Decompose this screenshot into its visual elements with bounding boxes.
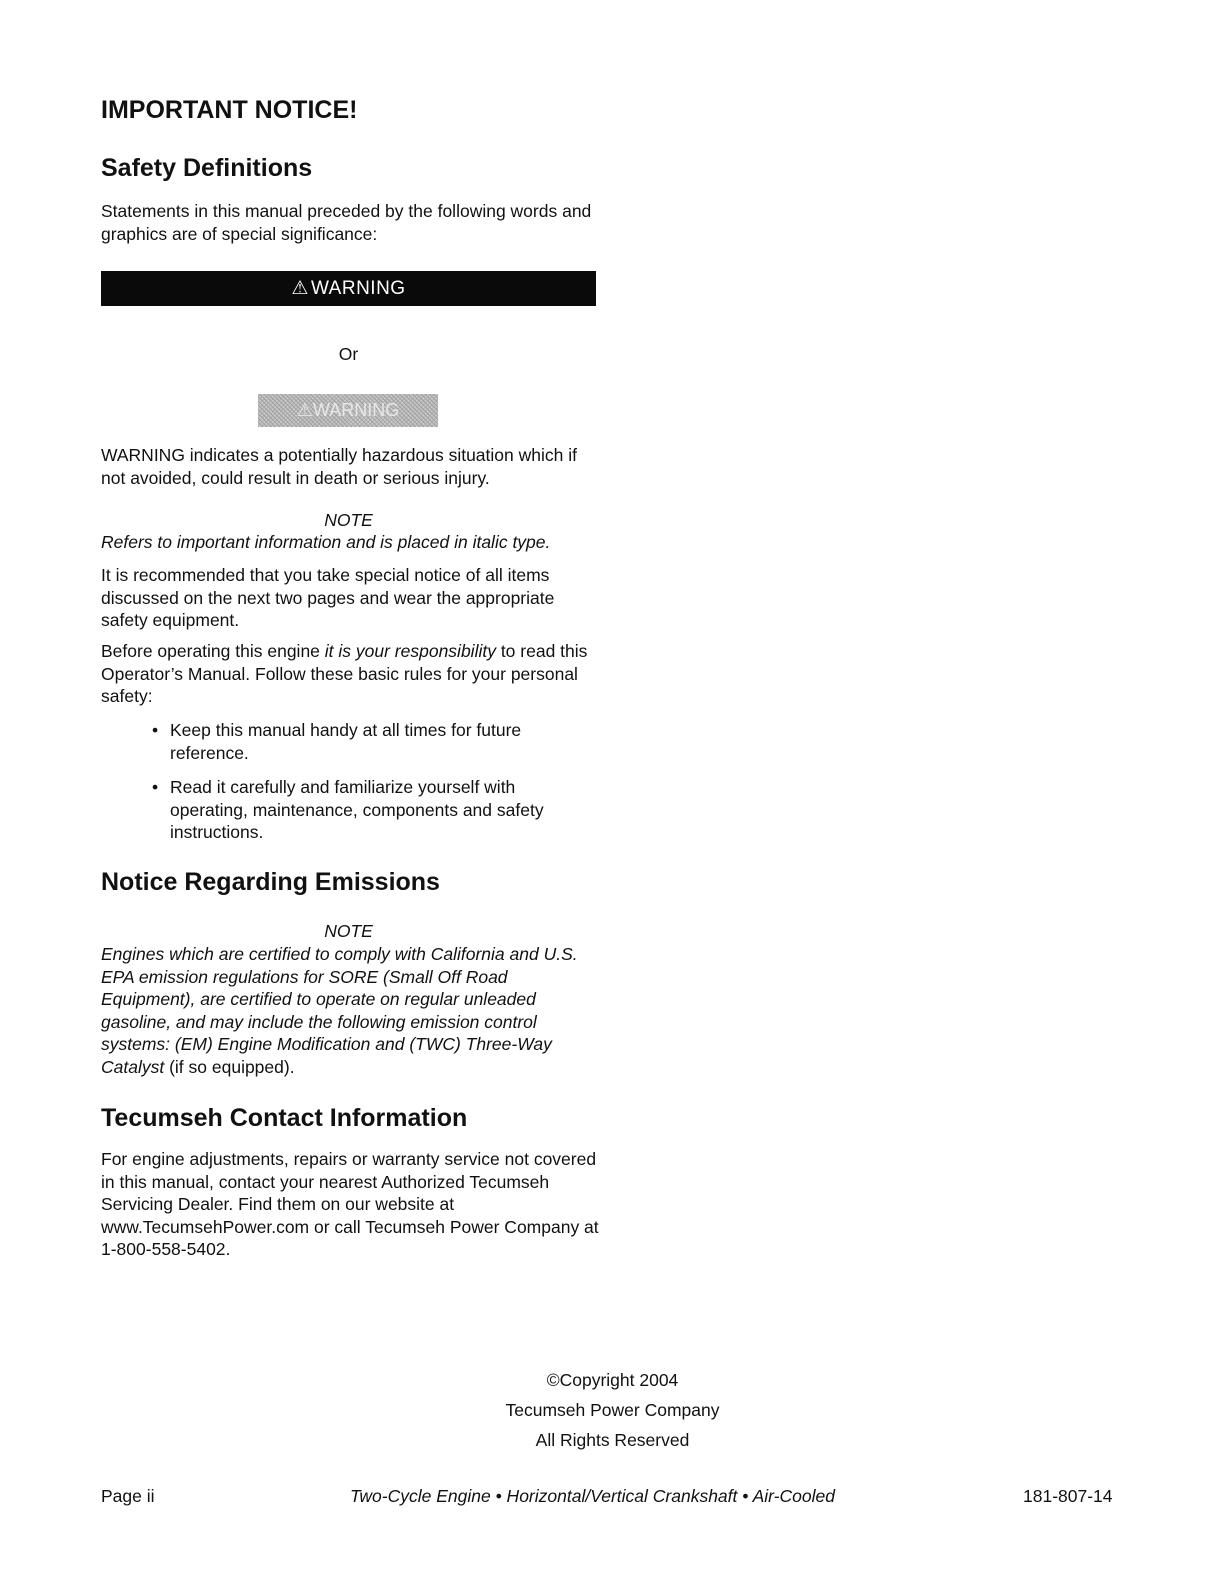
warning-banner-gray-label: WARNING: [312, 400, 400, 420]
responsibility-text-start: Before operating this engine: [101, 641, 325, 661]
list-item-text: Keep this manual handy at all times for future reference.: [170, 720, 522, 763]
recommend-text: It is recommended that you take special notice of all items discussed on the next two pages and wear the appropriate safety equipment.: [101, 565, 555, 630]
page-title: IMPORTANT NOTICE!: [101, 96, 358, 124]
emissions-note-tail: (if so equipped).: [164, 1056, 295, 1077]
responsibility-emphasis: it is your responsibility: [324, 641, 496, 661]
emissions-note-italic: Engines which are certified to comply with California and U.S. EPA emission regulations for SORE (Small Off Road Equipment), are certified to operate on regular unleaded gasoline, and may include the following emission control systems: (EM) Engine Modification and (TWC) Three-Way Catalyst: [101, 944, 578, 1077]
footer-title: Two-Cycle Engine • Horizontal/Vertical Crankshaft • Air-Cooled: [350, 1486, 835, 1506]
warning-description: WARNING indicates a potentially hazardous situation which if not avoided, could result in death or serious injury.: [101, 445, 577, 488]
rights-reserved: All Rights Reserved: [535, 1430, 690, 1450]
responsibility-text-end: to read this Operator’s Manual. Follow these basic rules for your personal safety:: [101, 641, 588, 706]
emissions-note-label: NOTE: [324, 921, 373, 941]
safety-rules-list: [150, 719, 580, 856]
footer-page-number: Page ii: [101, 1486, 155, 1506]
warning-banner-label: WARNING: [310, 277, 406, 299]
list-item-text: Read it carefully and familiarize yourself with operating, maintenance, components and safety instructions.: [170, 777, 544, 842]
safety-intro-text: Statements in this manual preceded by the following words and graphics are of special significance:: [101, 201, 592, 244]
emissions-note-text: [101, 943, 601, 1078]
warning-banner-gray: [258, 394, 438, 427]
copyright-line: ©Copyright 2004: [546, 1370, 679, 1390]
responsibility-text: [101, 640, 601, 708]
emissions-heading: Notice Regarding Emissions: [101, 868, 440, 896]
bullet-icon: •: [152, 720, 159, 740]
footer-doc-number: 181-807-14: [1023, 1486, 1113, 1506]
or-text: Or: [338, 344, 359, 364]
warning-triangle-icon: ⚠: [291, 278, 309, 299]
contact-text: For engine adjustments, repairs or warranty service not covered in this manual, contact your nearest Authorized Tecumseh Servicing Dealer. Find them on our website at www.TecumsehPower.com or call Tecumseh Power Company at 1-800-558-5402.: [101, 1149, 599, 1259]
note-text: Refers to important information and is placed in italic type.: [101, 532, 551, 552]
company-name: Tecumseh Power Company: [505, 1400, 720, 1420]
list-item: [150, 776, 580, 844]
safety-definitions-heading: Safety Definitions: [101, 154, 313, 182]
warning-triangle-icon: ⚠: [296, 400, 313, 420]
list-item: [150, 719, 580, 764]
bullet-icon: •: [152, 777, 159, 797]
note-label: NOTE: [324, 510, 373, 530]
contact-heading: Tecumseh Contact Information: [101, 1104, 468, 1132]
warning-banner-black: [101, 271, 596, 306]
